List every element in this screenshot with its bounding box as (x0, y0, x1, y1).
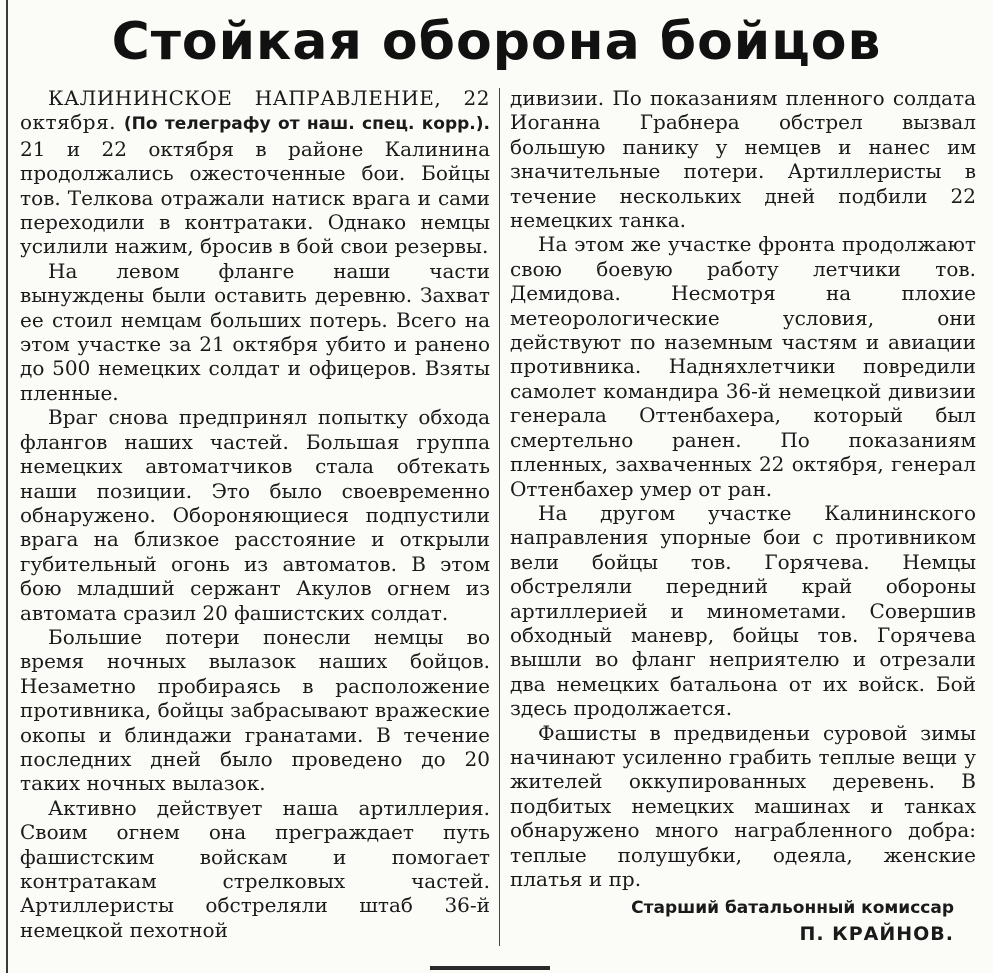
signature-block (510, 895, 976, 947)
article-paragraph-5: Активно действует наша артиллерия. Своим огнем она преграждает путь фашистским войскам и помогает контратакам стрелковых частей. Артиллеристы обстреляли штаб 36-й немецкой пехотной (20, 795, 490, 942)
article-paragraph-2: На левом фланге наши части вынуждены были оставить деревню. Захват ее стоил немцам больших потерь. Всего на этом участке за 21 октября убито и ранено до 500 немецких солдат и офицеров. Взяты пленные. (20, 258, 490, 405)
article-paragraph-7: На этом же участке фронта продолжают свою боевую работу летчики тов. Демидова. Несмотря на плохие метеорологические условия, они действуют по наземным частям и авиации противника. Надняхлетчики повредили самолет командира 36-й немецкой дивизии генерала Оттенбахера, который был смертельно ранен. По показаниям пленных, захваченных 22 октября, генерал Оттенбахер умер от ран. (510, 232, 976, 501)
article-paragraph-6: дивизии. По показаниям пленного солдата Иоганна Грабнера обстрел вызвал большую панику у немцев и нанес им значительные потери. Артиллеристы в течение нескольких дней подбили 22 немецких танка. (510, 86, 976, 233)
article-column-left (20, 86, 490, 942)
source-note: (По телеграфу от наш. спец. корр.). (123, 114, 490, 135)
article-paragraph-1 (20, 86, 490, 259)
signature-name: П. КРАЙНОВ. (799, 923, 954, 946)
bottom-rule (430, 966, 550, 970)
article-column-right (510, 86, 976, 947)
column-divider (499, 88, 500, 946)
article-paragraph-8: На другом участке Калининского направления упорные бои с противником вели бойцы тов. Горячева. Немцы обстреляли передний край обороны артиллерией и минометами. Совершив обходный маневр, бойцы тов. Горячева вышли во фланг неприятелю и отрезали два немецких батальона от их войск. Бой здесь продолжается. (510, 500, 976, 721)
article-paragraph-3: Враг снова предпринял попытку обхода флангов наших частей. Большая группа немецких автоматчиков стала обтекать наши позиции. Это было своевременно обнаружено. Обороняющиеся подпустили врага на близкое расстояние и открыли губительный огонь из автоматов. В этом бою младший сержант Акулов огнем из автомата сразил 20 фашистских солдат. (20, 405, 490, 625)
signature-title: Старший батальонный комиссар (631, 898, 954, 919)
paragraph-text: 21 и 22 октября в районе Калинина продолжались ожесточенные бои. Бойцы тов. Телкова отражали натиск врага и сами переходили в контратаки. Однако немцы усилили нажим, бросив в бой свои резервы. (20, 136, 490, 259)
article-paragraph-4: Большие потери понесли немцы во время ночных вылазок наших бойцов. Незаметно пробираясь в расположение противника, бойцы забрасывают вражеские окопы и блиндажи гранатами. В течение последних дней было проведено до 20 таких ночных вылазок. (20, 624, 490, 796)
headline: Стойкая оборона бойцов (111, 12, 882, 72)
page-edge-rule (6, 0, 8, 973)
article-paragraph-9: Фашисты в предвиденьи суровой зимы начинают усиленно грабить теплые вещи у жителей оккупированных деревень. В подбитых немецких машинах и танках обнаружено много награбленного добра: теплые полушубки, одеяла, женские платья и пр. (510, 720, 976, 891)
dateline: КАЛИНИНСКОЕ НАПРАВЛЕНИЕ, 22 октября. (20, 86, 490, 135)
